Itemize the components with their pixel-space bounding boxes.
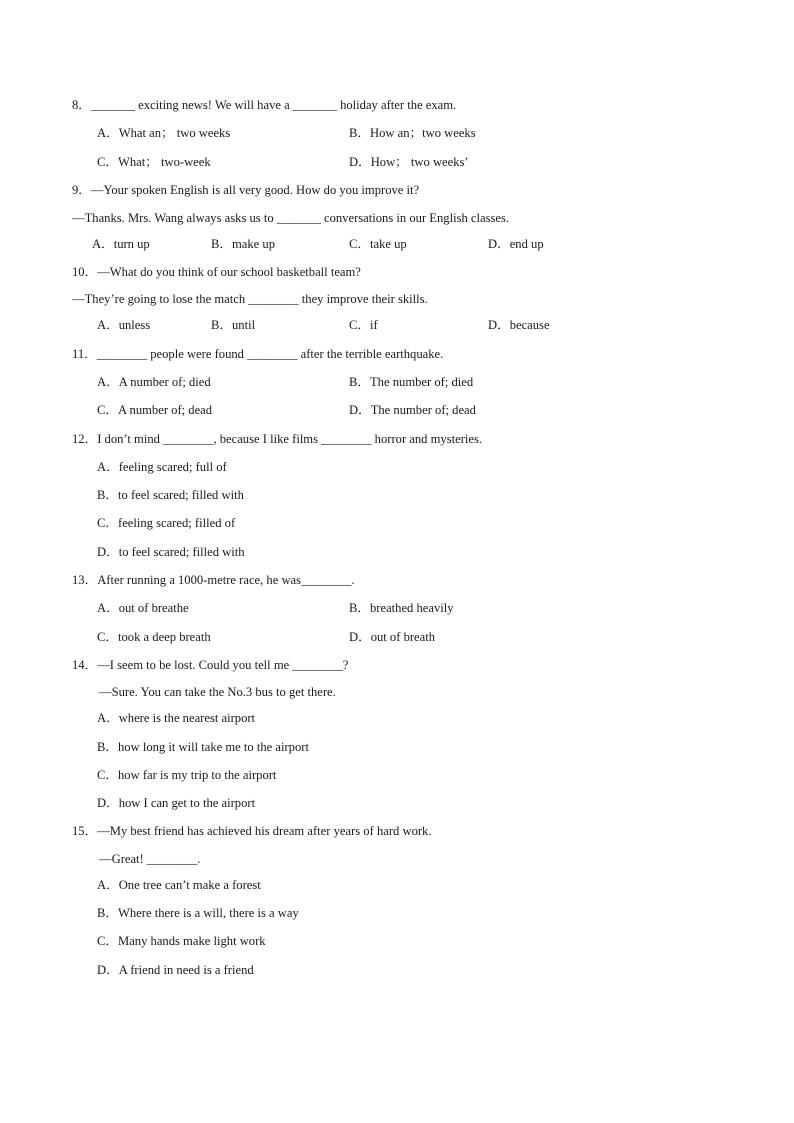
question-10-option-b: B．until <box>211 318 256 332</box>
question-13-stem: 13．After running a 1000-metre race, he was________. <box>72 573 355 587</box>
question-15-stem-reply: —Great! ________. <box>99 852 201 866</box>
question-10-option-c: C．if <box>349 318 378 332</box>
question-14-stem-reply: —Sure. You can take the No.3 bus to get there. <box>99 685 336 699</box>
question-15-option-b: B．Where there is a will, there is a way <box>97 906 299 920</box>
question-9-option-c: C．take up <box>349 237 407 251</box>
question-11-option-d: D．The number of; dead <box>349 403 476 417</box>
question-8-option-a: A．What an； two weeks <box>97 126 231 140</box>
question-14-option-d: D．how I can get to the airport <box>97 796 256 810</box>
question-13-option-a: A．out of breathe <box>97 601 189 615</box>
question-12-option-d: D．to feel scared; filled with <box>97 545 245 559</box>
question-14-option-c: C．how far is my trip to the airport <box>97 768 277 782</box>
question-13-option-b: B．breathed heavily <box>349 601 454 615</box>
question-9-option-b: B．make up <box>211 237 276 251</box>
question-15-option-d: D．A friend in need is a friend <box>97 963 254 977</box>
question-8-option-c: C．What； two-week <box>97 155 211 169</box>
question-8-option-b: B．How an；two weeks <box>349 126 476 140</box>
question-9-option-d: D．end up <box>488 237 544 251</box>
question-13-option-c: C．took a deep breath <box>97 630 211 644</box>
question-10-stem: 10．—What do you think of our school basketball team? <box>72 265 361 279</box>
question-11-option-b: B．The number of; died <box>349 375 474 389</box>
question-11-stem: 11．________ people were found ________ after the terrible earthquake. <box>72 347 444 361</box>
question-9-stem-reply: —Thanks. Mrs. Wang always asks us to _______ conversations in our English classes. <box>72 211 510 225</box>
question-15-option-a: A．One tree can’t make a forest <box>97 878 261 892</box>
question-14-option-a: A．where is the nearest airport <box>97 711 256 725</box>
question-10-option-d: D．because <box>488 318 550 332</box>
question-9-stem: 9．—Your spoken English is all very good. How do you improve it? <box>72 183 420 197</box>
question-8-stem: 8．_______ exciting news! We will have a _______ holiday after the exam. <box>72 98 457 112</box>
question-15-stem: 15．—My best friend has achieved his dream after years of hard work. <box>72 824 432 838</box>
question-12-option-b: B．to feel scared; filled with <box>97 488 244 502</box>
question-9-option-a: A．turn up <box>92 237 150 251</box>
question-14-option-b: B．how long it will take me to the airport <box>97 740 309 754</box>
question-10-stem-reply: —They’re going to lose the match ________ they improve their skills. <box>72 292 428 306</box>
question-15-option-c: C．Many hands make light work <box>97 934 266 948</box>
question-14-stem: 14．—I seem to be lost. Could you tell me ________? <box>72 658 349 672</box>
question-12-option-a: A．feeling scared; full of <box>97 460 227 474</box>
question-12-option-c: C．feeling scared; filled of <box>97 516 236 530</box>
question-11-option-a: A．A number of; died <box>97 375 211 389</box>
question-10-option-a: A．unless <box>97 318 151 332</box>
question-8-option-d: D．How； two weeks’ <box>349 155 469 169</box>
question-12-stem: 12．I don’t mind ________, because I like films ________ horror and mysteries. <box>72 432 483 446</box>
question-11-option-c: C．A number of; dead <box>97 403 213 417</box>
question-13-option-d: D．out of breath <box>349 630 436 644</box>
